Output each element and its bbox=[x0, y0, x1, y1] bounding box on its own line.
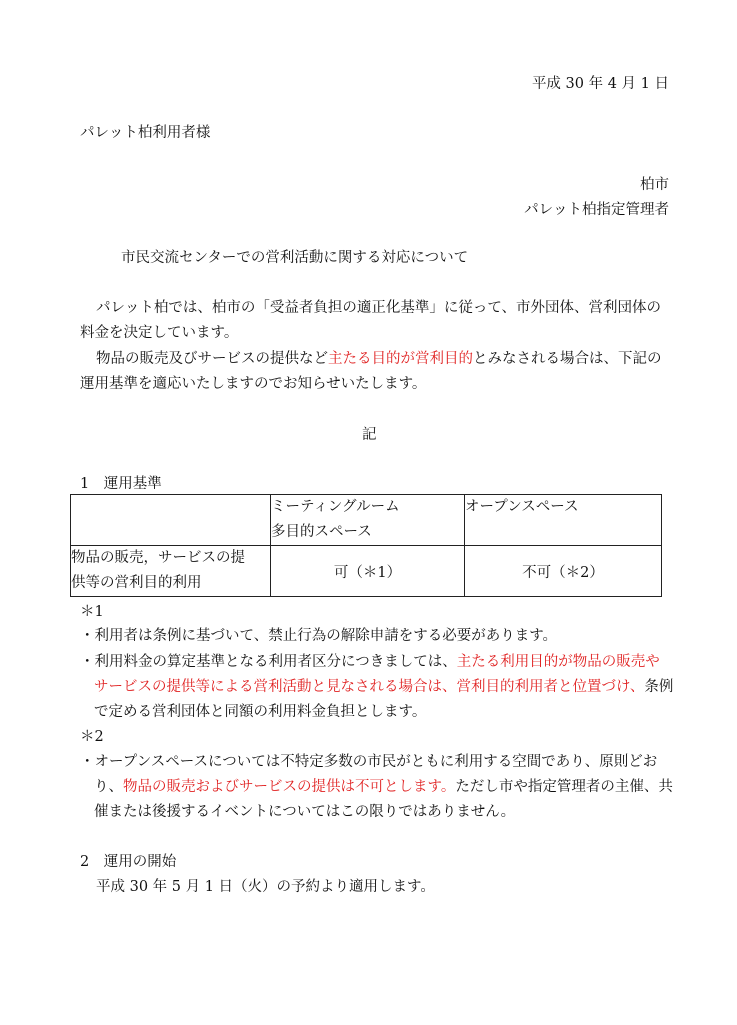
note2-text-a: り、 bbox=[94, 779, 123, 795]
note2-mark: ＊2 bbox=[80, 729, 104, 745]
note2-emphasis: 物品の販売およびサービスの提供は不可とします。 bbox=[123, 779, 456, 795]
intro-p1-line1: パレット柏では、柏市の「受益者負担の適正化基準」に従って、市外団体、営利団体の bbox=[96, 300, 662, 316]
ki-mark: 記 bbox=[362, 427, 377, 443]
table-col-meeting-room bbox=[271, 495, 465, 546]
intro-p1-line2: 料金を決定しています。 bbox=[80, 325, 239, 341]
note1-bullet2-line2 bbox=[94, 675, 673, 696]
table-corner-cell bbox=[71, 495, 271, 546]
usage-criteria-table bbox=[70, 494, 662, 597]
intro-p2-line2: 運用基準を適応いたしますのでお知らせいたします。 bbox=[80, 376, 427, 392]
note2-text-b: ただし市や指定管理者の主催、共 bbox=[455, 779, 673, 795]
col-meeting-line2: 多目的スペース bbox=[271, 524, 372, 540]
note1-bullet2-line3: で定める営利団体と同額の利用料金負担とします。 bbox=[94, 704, 427, 720]
table-cell-open-value: 不可（＊2） bbox=[465, 546, 662, 597]
note2-line3: 催または後援するイベントについてはこの限りではありません。 bbox=[94, 804, 516, 820]
table-header-row bbox=[71, 495, 662, 546]
intro-p2-line1 bbox=[96, 347, 662, 368]
intro-p2-text-b: とみなされる場合は、下記の bbox=[473, 351, 662, 367]
section2-text: 平成 30 年 5 月 1 日（火）の予約より適用します。 bbox=[96, 879, 435, 895]
addressee: パレット柏利用者様 bbox=[80, 125, 211, 141]
note1-bullet1: ・利用者は条例に基づいて、禁止行為の解除申請をする必要があります。 bbox=[80, 628, 558, 644]
note1-b2-emphasis2: サービスの提供等による営利活動と見なされる場合は、営利目的利用者と位置づけ、 bbox=[94, 679, 645, 695]
note1-mark: ＊1 bbox=[80, 604, 104, 620]
col-meeting-line1: ミーティングルーム bbox=[271, 499, 400, 515]
intro-p2-emphasis: 主たる目的が営利目的 bbox=[328, 351, 473, 367]
section1-heading: 1 運用基準 bbox=[80, 476, 162, 492]
intro-p2-text-a: 物品の販売及びサービスの提供など bbox=[96, 351, 328, 367]
table-cell-meeting-value: 可（＊1） bbox=[271, 546, 465, 597]
document-title: 市民交流センターでの営利活動に関する対応について bbox=[121, 250, 469, 266]
table-row bbox=[71, 546, 662, 597]
section2-heading: 2 運用の開始 bbox=[80, 854, 177, 870]
note2-line2 bbox=[94, 775, 673, 796]
col-open-label: オープンスペース bbox=[465, 499, 579, 515]
note2-line1: ・オープンスペースについては不特定多数の市民がともに利用する空間であり、原則どお bbox=[80, 754, 658, 770]
row-label-line1: 物品の販売，サービスの提 bbox=[71, 550, 245, 566]
row-label-line2: 供等の営利目的利用 bbox=[71, 575, 202, 591]
table-row-label bbox=[71, 546, 271, 597]
note1-b2-text: ・利用料金の算定基準となる利用者区分につきましては、 bbox=[80, 654, 457, 670]
sender-manager: パレット柏指定管理者 bbox=[524, 202, 669, 218]
document-date: 平成 30 年 4 月 1 日 bbox=[531, 76, 669, 92]
sender-city: 柏市 bbox=[640, 177, 669, 193]
table-col-open-space bbox=[465, 495, 662, 546]
note1-b2-text-b: 条例 bbox=[644, 679, 674, 695]
note1-bullet2-line1 bbox=[80, 650, 660, 671]
note1-b2-emphasis1: 主たる利用目的が物品の販売や bbox=[456, 654, 660, 670]
